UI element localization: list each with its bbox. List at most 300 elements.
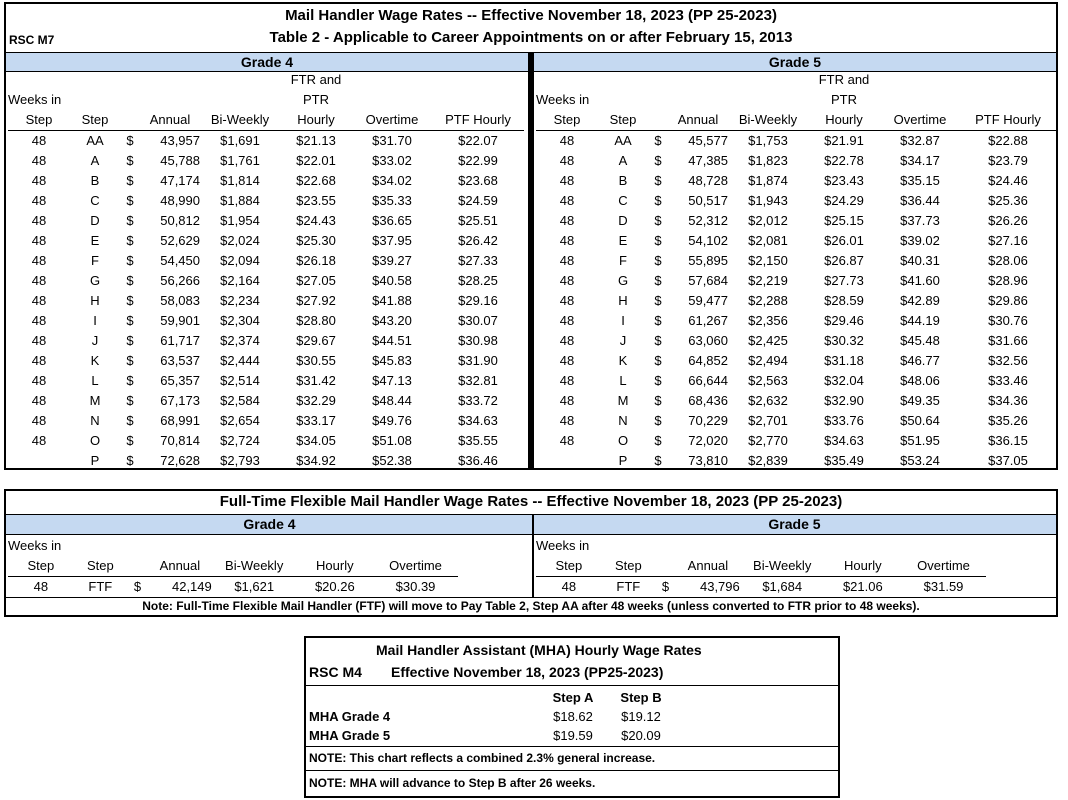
biweekly-cell: $2,304 xyxy=(220,313,260,328)
weeks-header-line2: Step xyxy=(555,558,583,573)
table-row xyxy=(8,231,524,251)
dollar-sign: $ xyxy=(654,153,662,168)
ptf-hourly-cell: $24.59 xyxy=(458,193,498,208)
ptf-hourly-cell: $34.63 xyxy=(458,413,498,428)
mha-header-divider xyxy=(306,685,838,686)
weeks-cell: 48 xyxy=(561,579,577,594)
biweekly-cell: $2,724 xyxy=(220,433,260,448)
ptf-hourly-cell: $22.88 xyxy=(988,133,1028,148)
grade5-table xyxy=(536,70,1056,471)
ftr-hourly-cell: $34.05 xyxy=(296,433,336,448)
ptf-hourly-cell: $28.06 xyxy=(988,253,1028,268)
biweekly-cell: $1,943 xyxy=(748,193,788,208)
step-cell: B xyxy=(90,173,100,188)
step-cell: K xyxy=(618,353,628,368)
dollar-sign: $ xyxy=(654,173,662,188)
step-cell: P xyxy=(90,453,100,468)
biweekly-cell: $2,374 xyxy=(220,333,260,348)
table-row xyxy=(536,391,1056,411)
biweekly-cell: $2,219 xyxy=(748,273,788,288)
ptf-hourly-cell: $30.07 xyxy=(458,313,498,328)
weeks-header-line1: Weeks in xyxy=(8,538,62,553)
annual-header: Annual xyxy=(159,558,201,573)
overtime-cell: $33.02 xyxy=(372,153,412,168)
annual-cell: 54,102 xyxy=(688,233,728,248)
biweekly-cell: $2,563 xyxy=(748,373,788,388)
overtime-cell: $35.33 xyxy=(372,193,412,208)
table-row xyxy=(536,271,1056,291)
overtime-cell: $49.35 xyxy=(900,393,940,408)
step-a-cell: $18.62 xyxy=(553,709,593,724)
dollar-sign: $ xyxy=(126,273,134,288)
table-row xyxy=(8,371,524,391)
ftr-hourly-cell: $34.63 xyxy=(824,433,864,448)
overtime-cell: $42.89 xyxy=(900,293,940,308)
weeks-cell: 48 xyxy=(559,213,575,228)
dollar-sign: $ xyxy=(654,193,662,208)
weeks-cell: 48 xyxy=(31,273,47,288)
table-row xyxy=(536,251,1056,271)
overtime-cell: $30.39 xyxy=(395,579,436,594)
annual-cell: 57,684 xyxy=(688,273,728,288)
table-row xyxy=(8,211,524,231)
weeks-cell: 48 xyxy=(559,273,575,288)
dollar-sign: $ xyxy=(126,353,134,368)
biweekly-cell: $2,444 xyxy=(220,353,260,368)
table-row xyxy=(8,291,524,311)
annual-cell: 55,895 xyxy=(688,253,728,268)
table-row xyxy=(536,331,1056,351)
step-cell: L xyxy=(619,373,627,388)
dollar-sign: $ xyxy=(654,393,662,408)
annual-cell: 43,957 xyxy=(160,133,200,148)
ftr-header-line3: Hourly xyxy=(297,112,335,127)
annual-cell: 48,728 xyxy=(688,173,728,188)
table-row xyxy=(536,151,1056,171)
dollar-sign: $ xyxy=(126,373,134,388)
dollar-sign: $ xyxy=(654,233,662,248)
step-cell: E xyxy=(90,233,100,248)
ftr-hourly-cell: $29.46 xyxy=(824,313,864,328)
weeks-header-line2: Step xyxy=(553,112,581,127)
step-cell: J xyxy=(619,333,627,348)
step-cell: C xyxy=(90,193,100,208)
annual-cell: 67,173 xyxy=(160,393,200,408)
ftr-hourly-cell: $26.87 xyxy=(824,253,864,268)
ptf-hourly-cell: $23.79 xyxy=(988,153,1028,168)
annual-cell: 72,020 xyxy=(688,433,728,448)
ftr-hourly-cell: $26.18 xyxy=(296,253,336,268)
biweekly-cell: $2,494 xyxy=(748,353,788,368)
overtime-cell: $40.58 xyxy=(372,273,412,288)
step-cell: N xyxy=(618,413,628,428)
annual-cell: 68,991 xyxy=(160,413,200,428)
ptf-hourly-cell: $22.99 xyxy=(458,153,498,168)
annual-cell: 43,796 xyxy=(699,579,740,594)
table-row xyxy=(8,251,524,271)
step-cell: I xyxy=(621,313,625,328)
weeks-cell: 48 xyxy=(559,333,575,348)
biweekly-cell: $2,839 xyxy=(748,453,788,468)
annual-cell: 52,629 xyxy=(160,233,200,248)
ptf-hourly-cell: $30.98 xyxy=(458,333,498,348)
annual-cell: 70,814 xyxy=(160,433,200,448)
table-row xyxy=(8,431,524,451)
weeks-header-line2: Step xyxy=(27,558,55,573)
weeks-cell: 48 xyxy=(31,393,47,408)
hourly-header: Hourly xyxy=(844,558,882,573)
overtime-cell: $36.65 xyxy=(372,213,412,228)
step-cell: A xyxy=(618,153,628,168)
dollar-sign: $ xyxy=(654,373,662,388)
annual-cell: 56,266 xyxy=(160,273,200,288)
dollar-sign: $ xyxy=(126,413,134,428)
step-header: Step xyxy=(81,112,109,127)
step-cell: D xyxy=(90,213,100,228)
step-cell: AA xyxy=(614,133,632,148)
weeks-cell: 48 xyxy=(559,353,575,368)
hourly-cell: $20.26 xyxy=(314,579,355,594)
overtime-header: Overtime xyxy=(917,558,970,573)
dollar-sign: $ xyxy=(654,353,662,368)
step-cell: FTF xyxy=(616,579,641,594)
table-row xyxy=(8,131,524,152)
biweekly-cell: $1,621 xyxy=(234,579,275,594)
annual-header: Annual xyxy=(149,112,191,127)
step-cell: K xyxy=(90,353,100,368)
table-row xyxy=(536,311,1056,331)
step-header: Step xyxy=(614,558,642,573)
dollar-sign: $ xyxy=(654,453,662,468)
main-title: Mail Handler Wage Rates -- Effective November 18, 2023 (PP 25-2023) xyxy=(285,7,777,24)
step-cell: N xyxy=(90,413,100,428)
biweekly-cell: $1,954 xyxy=(220,213,260,228)
annual-cell: 59,477 xyxy=(688,293,728,308)
table-row xyxy=(8,171,524,191)
annual-cell: 45,577 xyxy=(688,133,728,148)
step-b-cell: $20.09 xyxy=(621,728,661,743)
table-row xyxy=(8,311,524,331)
weeks-cell: 48 xyxy=(559,313,575,328)
step-cell: M xyxy=(617,393,629,408)
dollar-sign: $ xyxy=(126,173,134,188)
ftr-hourly-cell: $32.04 xyxy=(824,373,864,388)
overtime-cell: $53.24 xyxy=(900,453,940,468)
overtime-cell: $34.17 xyxy=(900,153,940,168)
biweekly-cell: $2,094 xyxy=(220,253,260,268)
step-cell: M xyxy=(89,393,101,408)
ptf-hourly-cell: $36.46 xyxy=(458,453,498,468)
dollar-sign: $ xyxy=(126,333,134,348)
ptf-hourly-cell: $36.15 xyxy=(988,433,1028,448)
weeks-cell: 48 xyxy=(559,173,575,188)
weeks-cell: 48 xyxy=(559,133,575,148)
annual-cell: 58,083 xyxy=(160,293,200,308)
dollar-sign: $ xyxy=(661,579,670,594)
dollar-sign: $ xyxy=(126,233,134,248)
dollar-sign: $ xyxy=(126,293,134,308)
annual-cell: 70,229 xyxy=(688,413,728,428)
ptf-hourly-cell: $33.72 xyxy=(458,393,498,408)
weeks-cell: 48 xyxy=(33,579,49,594)
overtime-cell: $41.60 xyxy=(900,273,940,288)
weeks-cell: 48 xyxy=(31,233,47,248)
biweekly-cell: $1,884 xyxy=(220,193,260,208)
overtime-cell: $45.48 xyxy=(900,333,940,348)
ftr-header-line2: PTR xyxy=(303,92,329,107)
ftf-grade4-header: Grade 4 xyxy=(6,514,533,535)
weeks-cell: 48 xyxy=(31,413,47,428)
weeks-cell: 48 xyxy=(31,253,47,268)
step-cell: D xyxy=(618,213,628,228)
biweekly-cell: $1,814 xyxy=(220,173,260,188)
mha-grade-label: MHA Grade 5 xyxy=(309,728,391,743)
step-cell: E xyxy=(618,233,628,248)
ftf-note-divider xyxy=(6,597,1056,598)
mha-grade-label: MHA Grade 4 xyxy=(309,709,391,724)
weeks-cell: 48 xyxy=(31,153,47,168)
table-row xyxy=(8,331,524,351)
table-row xyxy=(536,351,1056,371)
biweekly-cell: $2,012 xyxy=(748,213,788,228)
weeks-cell: 48 xyxy=(559,253,575,268)
mha-note-increase: NOTE: This chart reflects a combined 2.3% general increase. xyxy=(309,751,656,765)
biweekly-cell: $1,684 xyxy=(762,579,803,594)
dollar-sign: $ xyxy=(654,253,662,268)
annual-cell: 47,174 xyxy=(160,173,200,188)
overtime-cell: $51.95 xyxy=(900,433,940,448)
table-row xyxy=(536,211,1056,231)
annual-cell: 61,717 xyxy=(160,333,200,348)
overtime-cell: $41.88 xyxy=(372,293,412,308)
dollar-sign: $ xyxy=(654,293,662,308)
dollar-sign: $ xyxy=(126,193,134,208)
ptf-hourly-cell: $27.33 xyxy=(458,253,498,268)
overtime-header: Overtime xyxy=(365,112,419,127)
annual-cell: 64,852 xyxy=(688,353,728,368)
table-row xyxy=(8,271,524,291)
step-cell: AA xyxy=(86,133,104,148)
step-cell: L xyxy=(91,373,99,388)
table-row xyxy=(536,577,986,598)
grade4-table xyxy=(8,70,524,471)
step-cell: G xyxy=(89,273,101,288)
table-row xyxy=(309,707,675,726)
rsc-code: RSC M7 xyxy=(9,33,55,47)
overtime-cell: $49.76 xyxy=(372,413,412,428)
ptf-header: PTF Hourly xyxy=(445,112,511,127)
table-row xyxy=(536,171,1056,191)
mha-wage-table xyxy=(304,636,840,798)
ftr-hourly-cell: $23.43 xyxy=(824,173,864,188)
dollar-sign: $ xyxy=(126,313,134,328)
dollar-sign: $ xyxy=(126,433,134,448)
annual-cell: 47,385 xyxy=(688,153,728,168)
dollar-sign: $ xyxy=(126,393,134,408)
ftf-wage-table xyxy=(4,489,1058,617)
hourly-cell: $21.06 xyxy=(842,579,883,594)
biweekly-cell: $2,164 xyxy=(220,273,260,288)
annual-cell: 72,628 xyxy=(160,453,200,468)
annual-header: Annual xyxy=(677,112,719,127)
overtime-cell: $40.31 xyxy=(900,253,940,268)
dollar-sign: $ xyxy=(654,333,662,348)
mha-note-divider-1 xyxy=(306,746,838,747)
overtime-cell: $51.08 xyxy=(372,433,412,448)
annual-cell: 59,901 xyxy=(160,313,200,328)
biweekly-cell: $2,701 xyxy=(748,413,788,428)
ptf-hourly-cell: $29.86 xyxy=(988,293,1028,308)
biweekly-cell: $2,081 xyxy=(748,233,788,248)
ftr-hourly-cell: $29.67 xyxy=(296,333,336,348)
overtime-cell: $43.20 xyxy=(372,313,412,328)
step-b-header: Step B xyxy=(620,690,662,705)
biweekly-cell: $1,874 xyxy=(748,173,788,188)
overtime-cell: $31.59 xyxy=(923,579,964,594)
table-row xyxy=(8,411,524,431)
ftf-divider xyxy=(532,514,534,597)
annual-cell: 52,312 xyxy=(688,213,728,228)
annual-cell: 48,990 xyxy=(160,193,200,208)
ptf-hourly-cell: $31.66 xyxy=(988,333,1028,348)
mha-note-divider-2 xyxy=(306,770,838,771)
step-cell: I xyxy=(93,313,97,328)
ptf-hourly-cell: $31.90 xyxy=(458,353,498,368)
ptf-hourly-cell: $32.81 xyxy=(458,373,498,388)
weeks-cell: 48 xyxy=(31,353,47,368)
dollar-sign: $ xyxy=(126,153,134,168)
grade4-header: Grade 4 xyxy=(6,52,528,72)
ftr-hourly-cell: $30.55 xyxy=(296,353,336,368)
step-header: Step xyxy=(609,112,637,127)
ftr-hourly-cell: $28.59 xyxy=(824,293,864,308)
ftr-hourly-cell: $25.30 xyxy=(296,233,336,248)
annual-cell: 73,810 xyxy=(688,453,728,468)
biweekly-cell: $2,514 xyxy=(220,373,260,388)
ftr-hourly-cell: $27.05 xyxy=(296,273,336,288)
annual-cell: 65,357 xyxy=(160,373,200,388)
dollar-sign: $ xyxy=(133,579,142,594)
ptf-hourly-cell: $26.42 xyxy=(458,233,498,248)
weeks-header-line1: Weeks in xyxy=(536,92,590,107)
annual-cell: 66,644 xyxy=(688,373,728,388)
step-a-cell: $19.59 xyxy=(553,728,593,743)
ftr-hourly-cell: $34.92 xyxy=(296,453,336,468)
weeks-cell: 48 xyxy=(559,233,575,248)
table-row xyxy=(8,151,524,171)
ftr-hourly-cell: $26.01 xyxy=(824,233,864,248)
step-cell: O xyxy=(89,433,101,448)
table-row xyxy=(8,451,524,471)
ftr-hourly-cell: $35.49 xyxy=(824,453,864,468)
mha-effective: Effective November 18, 2023 (PP25-2023) xyxy=(391,664,664,680)
dollar-sign: $ xyxy=(126,253,134,268)
overtime-cell: $39.02 xyxy=(900,233,940,248)
ftr-header-line2: PTR xyxy=(831,92,857,107)
dollar-sign: $ xyxy=(126,453,134,468)
annual-cell: 45,788 xyxy=(160,153,200,168)
ftr-hourly-cell: $24.29 xyxy=(824,193,864,208)
table-row xyxy=(536,411,1056,431)
dollar-sign: $ xyxy=(654,133,662,148)
weeks-cell: 48 xyxy=(31,173,47,188)
step-cell: H xyxy=(618,293,628,308)
biweekly-header: Bi-Weekly xyxy=(225,558,284,573)
step-cell: J xyxy=(91,333,99,348)
overtime-cell: $50.64 xyxy=(900,413,940,428)
overtime-cell: $44.51 xyxy=(372,333,412,348)
mha-rates-table xyxy=(309,688,675,745)
annual-cell: 42,149 xyxy=(171,579,212,594)
weeks-cell: 48 xyxy=(31,133,47,148)
weeks-cell: 48 xyxy=(559,373,575,388)
table-row xyxy=(536,291,1056,311)
annual-cell: 63,537 xyxy=(160,353,200,368)
mha-note-advance: NOTE: MHA will advance to Step B after 26 weeks. xyxy=(309,776,596,790)
biweekly-cell: $1,753 xyxy=(748,133,788,148)
weeks-cell: 48 xyxy=(31,193,47,208)
biweekly-cell: $2,150 xyxy=(748,253,788,268)
ptf-hourly-cell: $28.96 xyxy=(988,273,1028,288)
weeks-header-line1: Weeks in xyxy=(8,92,62,107)
ftr-hourly-cell: $31.42 xyxy=(296,373,336,388)
weeks-cell xyxy=(536,451,598,471)
ftr-hourly-cell: $28.80 xyxy=(296,313,336,328)
ftf-note: Note: Full-Time Flexible Mail Handler (FTF) will move to Pay Table 2, Step AA after 48 weeks (unless converted to FTR prior to 48 weeks). xyxy=(142,599,920,613)
overtime-cell: $35.15 xyxy=(900,173,940,188)
biweekly-header: Bi-Weekly xyxy=(738,112,798,127)
grade5-header: Grade 5 xyxy=(534,52,1056,72)
table-row xyxy=(8,577,458,598)
overtime-cell: $47.13 xyxy=(372,373,412,388)
step-cell: F xyxy=(91,253,99,268)
overtime-cell: $34.02 xyxy=(372,173,412,188)
ptf-hourly-cell: $25.36 xyxy=(988,193,1028,208)
dollar-sign: $ xyxy=(654,313,662,328)
step-cell: B xyxy=(618,173,628,188)
ftr-hourly-cell: $22.68 xyxy=(296,173,336,188)
biweekly-cell: $2,024 xyxy=(220,233,260,248)
overtime-cell: $45.83 xyxy=(372,353,412,368)
ftr-header-line1: FTR and xyxy=(290,72,342,87)
overtime-cell: $39.27 xyxy=(372,253,412,268)
biweekly-header: Bi-Weekly xyxy=(210,112,270,127)
dollar-sign: $ xyxy=(126,213,134,228)
ptf-hourly-cell: $22.07 xyxy=(458,133,498,148)
step-cell: A xyxy=(90,153,100,168)
weeks-cell: 48 xyxy=(559,433,575,448)
ftr-hourly-cell: $21.13 xyxy=(296,133,336,148)
dollar-sign: $ xyxy=(654,273,662,288)
ftr-hourly-cell: $33.76 xyxy=(824,413,864,428)
ftr-hourly-cell: $27.92 xyxy=(296,293,336,308)
table-row xyxy=(536,231,1056,251)
ptf-hourly-cell: $37.05 xyxy=(988,453,1028,468)
ptf-header: PTF Hourly xyxy=(975,112,1041,127)
annual-cell: 54,450 xyxy=(160,253,200,268)
overtime-cell: $36.44 xyxy=(900,193,940,208)
table-row xyxy=(536,431,1056,451)
step-cell: FTF xyxy=(88,579,113,594)
annual-cell: 50,812 xyxy=(160,213,200,228)
dollar-sign: $ xyxy=(654,433,662,448)
ftr-hourly-cell: $21.91 xyxy=(824,133,864,148)
overtime-header: Overtime xyxy=(893,112,947,127)
overtime-cell: $37.95 xyxy=(372,233,412,248)
weeks-cell: 48 xyxy=(31,333,47,348)
weeks-cell: 48 xyxy=(559,293,575,308)
mha-title: Mail Handler Assistant (MHA) Hourly Wage Rates xyxy=(376,642,702,658)
